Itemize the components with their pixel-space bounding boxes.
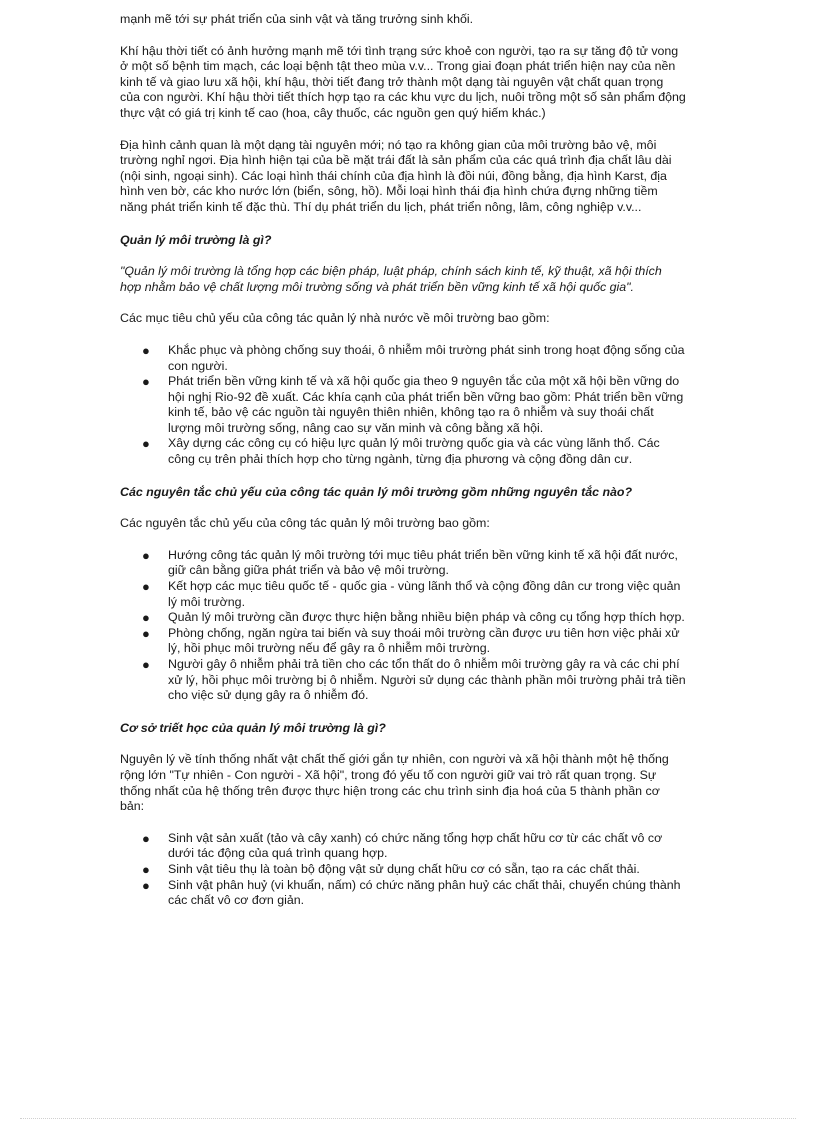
- heading-environment-management: Quản lý môi trường là gì?: [120, 232, 272, 247]
- list-item-text: Sinh vật phân huỷ (vi khuẩn, nấm) có chức năng phân huỷ các chất thải, chuyển chúng thành các chất vô cơ đơn giản.: [168, 877, 681, 908]
- bullet-icon: ●: [142, 547, 150, 563]
- paragraph-terrain: Địa hình cảnh quan là một dạng tài nguyên mới; nó tạo ra không gian của môi trường bảo vệ, môi trường nghỉ ngơi. Địa hình hiện tại của bề mặt trái đất là sản phẩm của các quá trình địa chất lâu dài (nội sinh, ngoại sinh). Các loại hình thái chính của địa hình là đồi núi, đồng bằng, địa hình Karst, địa hình ven bờ, các kho nước lớn (biển, sông, hồ). Mỗi loại hình thái địa hình chứa đựng những tiềm năng phát triển kinh tế đặc thù. Thí dụ phát triển du lịch, phát triển nông, lâm, công nghiệp v.v...: [120, 137, 672, 214]
- list-item-text: Khắc phục và phòng chống suy thoái, ô nhiễm môi trường phát sinh trong hoạt động sống của con người.: [168, 342, 685, 373]
- list-item: [120, 626, 686, 657]
- bullet-icon: ●: [142, 877, 150, 893]
- bullet-icon: ●: [142, 657, 150, 672]
- list-item-text: Xây dựng các công cụ có hiệu lực quản lý môi trường quốc gia và các vùng lãnh thổ. Các công cụ trên phải thích hợp cho từng ngành, từng địa phương và cộng đồng dân cư.: [168, 436, 660, 467]
- list-item-text: Sinh vật sản xuất (tảo và cây xanh) có chức năng tổng hợp chất hữu cơ từ các chất vô cơ dưới tác động của quá trình quang hợp.: [168, 830, 663, 861]
- bullet-icon: ●: [142, 436, 150, 452]
- list-item: [120, 657, 686, 704]
- list-item-text: Phòng chống, ngăn ngừa tai biến và suy thoái môi trường cần được ưu tiên hơn việc phải xử lý, hồi phục môi trường nếu để gây ra ô nhiễm môi trường.: [168, 625, 680, 656]
- list-item: [120, 878, 686, 909]
- heading-principles: Các nguyên tắc chủ yếu của công tác quản lý môi trường gồm những nguyên tắc nào?: [120, 484, 633, 499]
- principles-list: [120, 548, 686, 704]
- bullet-icon: ●: [142, 579, 150, 595]
- list-item: [120, 610, 686, 626]
- components-list: [120, 831, 686, 909]
- bullet-icon: ●: [142, 861, 150, 877]
- heading-philosophy: Cơ sở triết học của quản lý môi trường là gì?: [120, 720, 386, 735]
- bullet-icon: ●: [142, 625, 150, 641]
- bullet-icon: ●: [142, 374, 150, 390]
- list-item: [120, 343, 686, 374]
- list-item: [120, 374, 686, 436]
- list-item-text: Sinh vật tiêu thụ là toàn bộ động vật sử dụng chất hữu cơ có sẵn, tạo ra các chất thải.: [168, 861, 640, 876]
- list-item-text: Người gây ô nhiễm phải trả tiền cho các tổn thất do ô nhiễm môi trường gây ra và các chi phí xử lý, hồi phục môi trường bị ô nhiễm. Người sử dụng các thành phần môi trường phải trả tiền cho việc sử dụng gây ra ô nhiễm đó.: [168, 657, 686, 703]
- list-item-text: Quản lý môi trường cần được thực hiện bằng nhiều biện pháp và công cụ tổng hợp thích hợp.: [168, 610, 685, 625]
- quote-definition: "Quản lý môi trường là tổng hợp các biện pháp, luật pháp, chính sách kinh tế, kỹ thuật, xã hội thích hợp nhằm bảo vệ chất lượng môi trường sống và phát triển bền vững kinh tế xã hội quốc gia".: [120, 264, 662, 294]
- list-item: [120, 862, 686, 878]
- list-item: [120, 579, 686, 610]
- list-item-text: Hướng công tác quản lý môi trường tới mục tiêu phát triển bền vững kinh tế xã hội đất nước, giữ cân bằng giữa phát triển và bảo vệ môi trường.: [168, 547, 678, 578]
- list-item: [120, 436, 686, 467]
- objectives-list: [120, 343, 686, 468]
- document-body: [120, 12, 686, 909]
- list-item-text: Kết hợp các mục tiêu quốc tế - quốc gia - vùng lãnh thổ và cộng đồng dân cư trong việc quản lý môi trường.: [168, 579, 681, 609]
- page-bottom-divider: [20, 1118, 796, 1119]
- list-item: [120, 548, 686, 579]
- paragraph-philosophy: Nguyên lý về tính thống nhất vật chất thế giới gắn tự nhiên, con người và xã hội thành một hệ thống rộng lớn "Tự nhiên - Con người - Xã hội", trong đó yếu tố con người giữ vai trò rất quan trọng. Sự thống nhất của hệ thống trên được thực hiện trong các chu trình sinh địa hoá của 5 thành phần cơ bản:: [120, 752, 669, 814]
- paragraph-principles-intro: Các nguyên tắc chủ yếu của công tác quản lý môi trường bao gồm:: [120, 516, 490, 531]
- paragraph-climate: Khí hậu thời tiết có ảnh hưởng mạnh mẽ tới tình trạng sức khoẻ con người, tạo ra sự tăng độ tử vong ở một số bệnh tim mạch, các loại bệnh tật theo mùa v.v... Trong giai đoạn phát triển hiện nay của nền kinh tế và giao lưu xã hội, khí hậu, thời tiết đang trở thành một dạng tài nguyên vật chất quan trọng của con người. Khí hậu thời tiết thích hợp tạo ra các khu vực du lịch, nuôi trồng một số sản phẩm động thực vật có giá trị kinh tế cao (hoa, cây thuốc, các nguồn gen quý hiếm khác.): [120, 43, 686, 120]
- bullet-icon: ●: [142, 342, 150, 358]
- list-item: [120, 831, 686, 862]
- paragraph-objectives-intro: Các mục tiêu chủ yếu của công tác quản lý nhà nước về môi trường bao gồm:: [120, 311, 550, 326]
- bullet-icon: ●: [142, 830, 150, 846]
- list-item-text: Phát triển bền vững kinh tế và xã hội quốc gia theo 9 nguyên tắc của một xã hội bền vững do hội nghị Rio-92 đề xuất. Các khía cạnh của phát triển bền vững bao gồm: Phát triển bền vững kinh tế, bảo vệ các nguồn tài nguyên thiên nhiên, không tạo ra ô nhiễm và suy thoái chất lượng môi trường sống, nâng cao sự văn minh và công bằng xã hội.: [168, 374, 684, 435]
- bullet-icon: ●: [142, 610, 150, 626]
- paragraph-intro-continuation: mạnh mẽ tới sự phát triển của sinh vật và tăng trưởng sinh khối.: [120, 12, 474, 26]
